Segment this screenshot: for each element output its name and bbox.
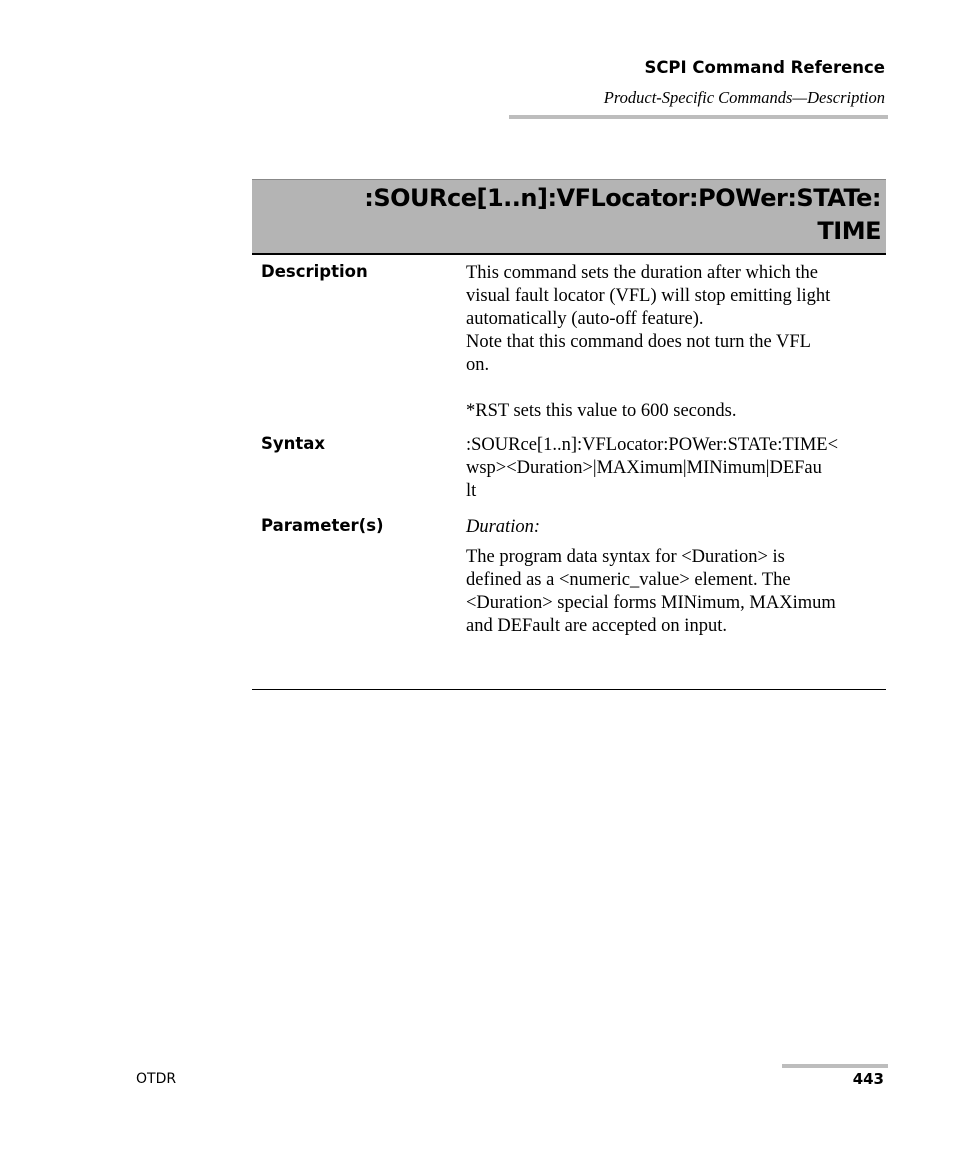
- parameter-line: defined as a <numeric_value> element. The: [466, 570, 791, 590]
- description-line: on.: [466, 355, 490, 375]
- parameter-line: and DEFault are accepted on input.: [466, 616, 727, 636]
- syntax-text: [466, 434, 886, 503]
- command-title-box: [252, 179, 886, 255]
- footer-product: OTDR: [136, 1071, 177, 1087]
- description-line: visual fault locator (VFL) will stop emitting light: [466, 286, 831, 306]
- header-subtitle: Product-Specific Commands—Description: [603, 88, 885, 107]
- description-text: [466, 262, 886, 423]
- parameter-name: Duration:: [466, 517, 540, 537]
- section-end-rule: [252, 689, 886, 690]
- footer-rule: [782, 1064, 888, 1068]
- description-line: automatically (auto-off feature).: [466, 309, 704, 329]
- syntax-line: :SOURce[1..n]:VFLocator:POWer:STATe:TIME<: [466, 435, 838, 455]
- parameters-label: Parameter(s): [261, 516, 384, 535]
- parameter-line: The program data syntax for <Duration> is: [466, 547, 785, 567]
- description-line: *RST sets this value to 600 seconds.: [466, 401, 737, 421]
- description-label: Description: [261, 262, 368, 281]
- syntax-label: Syntax: [261, 434, 326, 453]
- command-title-line1: :SOURce[1..n]:VFLocator:POWer:STATe:: [364, 184, 881, 212]
- syntax-line: lt: [466, 481, 477, 501]
- header-title: SCPI Command Reference: [644, 58, 885, 77]
- description-line: Note that this command does not turn the VFL: [466, 332, 811, 352]
- command-title-line2: TIME: [817, 217, 881, 245]
- parameter-text: [466, 546, 886, 638]
- syntax-line: wsp><Duration>|MAXimum|MINimum|DEFau: [466, 458, 822, 478]
- page-number: 443: [852, 1070, 884, 1088]
- command-title: [364, 182, 881, 248]
- description-line: This command sets the duration after which the: [466, 263, 818, 283]
- blank-line: [466, 377, 886, 400]
- parameter-line: <Duration> special forms MINimum, MAXimum: [466, 593, 836, 613]
- header-rule: [509, 115, 888, 119]
